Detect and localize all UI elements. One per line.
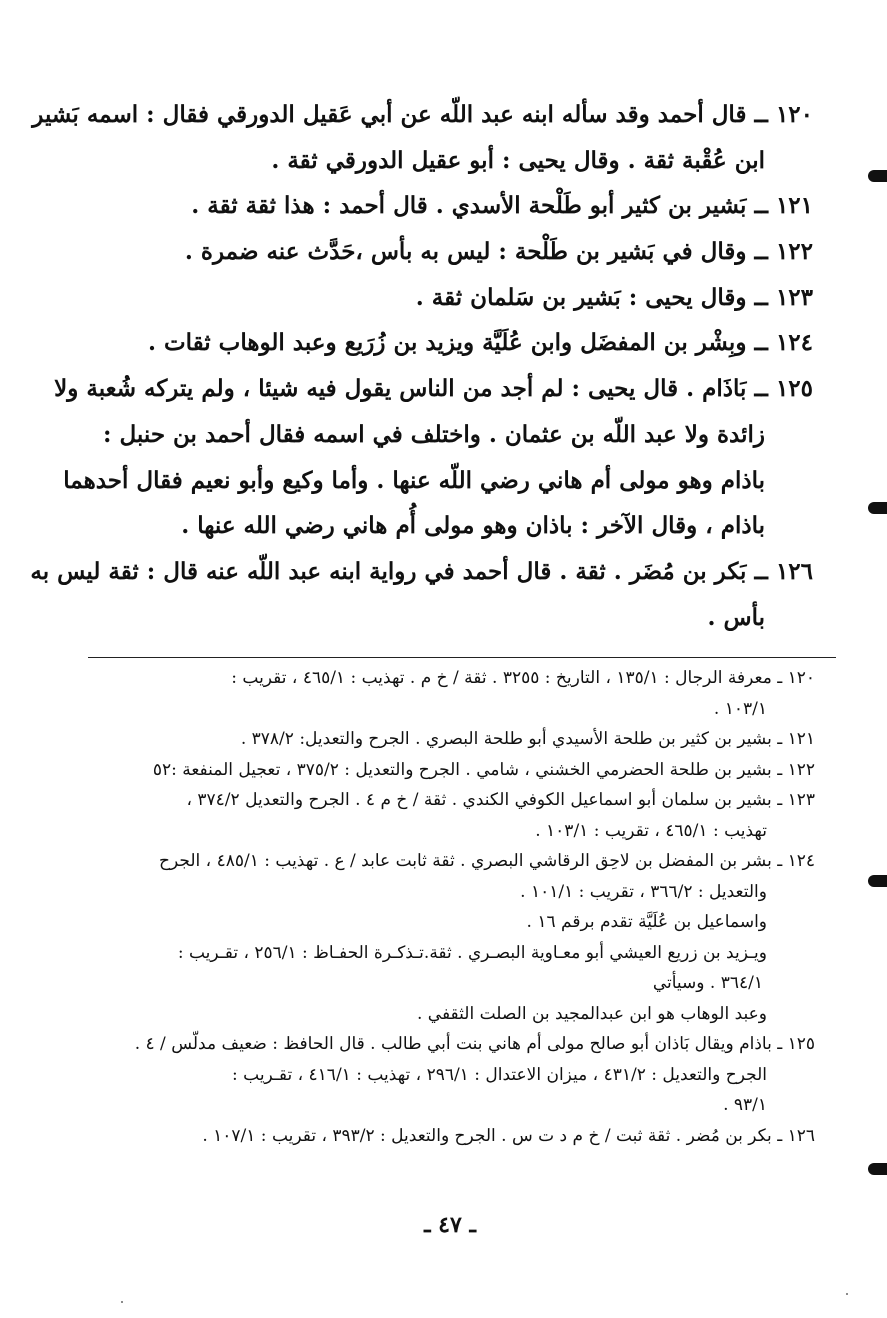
footnote-line: ١٢٥ ـ باذام ويقال بَاذان أبو صالح مولى أم هاني بنت أبي طالب . قال الحافظ : ضعيف مدلّس / ٤ . bbox=[134, 1034, 815, 1054]
page-number: ـ ٤٧ ـ bbox=[424, 1212, 476, 1238]
main-text-line: ١٢٥ ــ بَاذَام . قال يحيى : لم أجد من الناس يقول فيه شيئا ، ولم يتركه شُعبة ولا bbox=[54, 375, 813, 403]
footnote-separator bbox=[88, 657, 836, 658]
main-text-line: ١٢١ ــ بَشير بن كثير أبو طَلْحة الأسدي . قال أحمد : هذا ثقة ثقة . bbox=[191, 192, 813, 220]
main-text-line: ١٢٠ ــ قال أحمد وقد سأله ابنه عبد اللّه عن أبي عَقيل الدورقي فقال : اسمه بَشير bbox=[32, 101, 813, 128]
main-text-line: ١٢٢ ــ وقال في بَشير بن طَلْحة : ليس به بأس ،حَدَّث عنه ضمرة . bbox=[184, 238, 813, 266]
main-text-line: باذام ، وقال الآخر : باذان وهو مولى أُم هاني رضي الله عنها . bbox=[181, 512, 765, 540]
scan-edge-mark bbox=[868, 502, 887, 514]
footnote-line: والتعديل : ٣٦٦/٢ ، تقريب : ١٠١/١ . bbox=[520, 881, 767, 902]
scan-speck bbox=[121, 1301, 123, 1303]
footnote-line: ٣٦٤/١ . وسيأتي bbox=[652, 973, 763, 993]
scan-edge-mark bbox=[868, 170, 887, 182]
scan-edge-mark bbox=[868, 1163, 887, 1175]
scan-speck bbox=[846, 1293, 848, 1295]
footnote-line: ١٢٢ ـ بشير بن طلحة الحضرمي الخشني ، شامي . الجرح والتعديل : ٣٧٥/٢ ، تعجيل المنفعة :٥٢ bbox=[152, 759, 815, 780]
footnote-line: ١٢٣ ـ بشير بن سلمان أبو اسماعيل الكوفي الكندي . ثقة / خ م ٤ . الجرح والتعديل ٣٧٤/٢ ، bbox=[186, 790, 815, 810]
main-text-line: زائدة ولا عبد اللّه بن عثمان . واختلف في اسمه فقال أحمد بن حنبل : bbox=[103, 420, 765, 448]
main-text-line: بأس . bbox=[707, 603, 765, 631]
main-text-line: ١٢٦ ــ بَكر بن مُضَر . ثقة . قال أحمد في رواية ابنه عبد اللّه عنه قال : ثقة ليس به bbox=[30, 557, 813, 585]
footnote-line: ويـزيد بن زريع العيشي أبو معـاوية البصـري . ثقة.تـذكـرة الحفـاظ : ٢٥٦/١ ، تقـريب : bbox=[177, 942, 767, 963]
main-text-line: ١٢٤ ــ وبِشْر بن المفضَل وابن عُلَيَّة ويزيد بن زُرَيع وعبد الوهاب ثقات . bbox=[147, 329, 813, 357]
footnote-line: الجرح والتعديل : ٤٣١/٢ ، ميزان الاعتدال : ٢٩٦/١ ، تهذيب : ٤١٦/١ ، تقـريب : bbox=[232, 1064, 767, 1085]
footnote-line: ١٢٠ ـ معرفة الرجال : ١٣٥/١ ، التاريخ : ٣٢٥٥ . ثقة / خ م . تهذيب : ٤٦٥/١ ، تقريب : bbox=[231, 668, 815, 688]
footnote-line: تهذيب : ٤٦٥/١ ، تقريب : ١٠٣/١ . bbox=[535, 820, 767, 841]
footnote-line: ١٢١ ـ بشير بن كثير بن طلحة الأسيدي أبو طلحة البصري . الجرح والتعديل: ٣٧٨/٢ . bbox=[240, 729, 815, 749]
scan-edge-mark bbox=[868, 875, 887, 887]
main-text-line: ابن عُقْبة ثقة . وقال يحيى : أبو عقيل الدورقي ثقة . bbox=[271, 146, 765, 174]
footnote-line: واسماعيل بن عُلَيَّة تقدم برقم ١٦ . bbox=[526, 912, 767, 932]
footnote-line: وعبد الوهاب هو ابن عبدالمجيد بن الصلت الثقفي . bbox=[416, 1003, 767, 1024]
footnote-line: ١٢٤ ـ بشر بن المفضل بن لاحِق الرقاشي البصري . ثقة ثابت عابد / ع . تهذيب : ٤٨٥/١ ، الجرح bbox=[159, 851, 815, 871]
footnote-line: ٩٣/١ . bbox=[723, 1095, 767, 1115]
main-text bbox=[30, 92, 813, 640]
footnote-line: ١٢٦ ـ بكر بن مُضر . ثقة ثبت / خ م د ت س . الجرح والتعديل : ٣٩٣/٢ ، تقريب : ١٠٧/١ . bbox=[202, 1125, 815, 1146]
footnote-line: ١٠٣/١ . bbox=[713, 698, 767, 719]
main-text-line: ١٢٣ ــ وقال يحيى : بَشير بن سَلمان ثقة . bbox=[415, 283, 813, 311]
footnotes bbox=[120, 663, 815, 1151]
main-text-line: باذام وهو مولى أم هاني رضي اللّه عنها . وأما وكيع وأبو نعيم فقال أحدهما bbox=[63, 466, 765, 494]
